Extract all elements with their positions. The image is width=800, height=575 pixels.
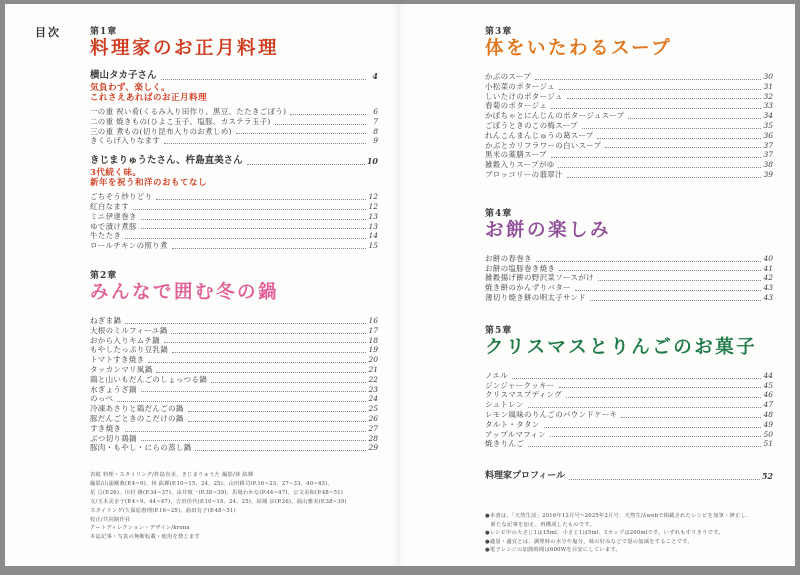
toc-item-page: 27: [368, 423, 378, 433]
toc-item-title: ジンジャークッキー: [485, 380, 555, 390]
dot-leader: [621, 417, 761, 418]
toc-item-page: 42: [763, 273, 773, 283]
text-line: 文/玉木美企子(P.4~9、44~47)、吉田佳代(P.10~15、24、25)、結城 歩(P.26)、福山雅美(P.38~39): [90, 498, 347, 505]
toc-item: [90, 117, 378, 127]
chapter-5: [485, 325, 773, 449]
toc-item-title: お餅の春巻き: [485, 253, 532, 263]
toc-item: [90, 202, 378, 212]
toc-item-title: ノエル: [485, 370, 509, 380]
subtitle-line: 3代続く味。: [90, 168, 142, 179]
toc-item-title: れんこんまんじゅうの葛スープ: [485, 130, 594, 140]
dot-leader: [551, 157, 761, 158]
toc-item-page: 20: [368, 355, 378, 365]
dot-leader: [275, 124, 366, 125]
dot-leader: [171, 333, 366, 334]
toc-item-title: 牛たたき: [90, 231, 122, 241]
dot-leader: [559, 89, 761, 90]
toc-spread: [5, 4, 795, 566]
chapter-2: [90, 270, 378, 453]
toc-item: [485, 430, 773, 440]
toc-item: [485, 150, 773, 160]
toc-item-page: 15: [368, 241, 378, 251]
chapter-4: [485, 208, 773, 303]
toc-item-page: 45: [763, 380, 773, 390]
dot-leader: [598, 280, 761, 281]
toc-item-title: お餅の塩豚巻き焼き: [485, 263, 556, 273]
toc-item: [90, 336, 378, 346]
section-subtitle: [90, 168, 378, 188]
dot-leader: [188, 411, 366, 412]
toc-item-title: ミニ伊達巻き: [90, 211, 137, 221]
toc-item: [485, 420, 773, 430]
text-line: ●適量・適宜とは、調理時の水分や塩分、味の好みなどで量の加減をすることです。: [485, 538, 693, 545]
subtitle-line: 気負わず、楽しく。: [90, 83, 171, 93]
toc-item: [90, 404, 378, 414]
toc-item-title: ごぼうときのこの梅スープ: [485, 120, 578, 130]
toc-item: [485, 160, 773, 170]
dot-leader: [550, 436, 761, 437]
toc-item-page: 7: [373, 116, 378, 126]
toc-item: [90, 375, 378, 385]
toc-item-page: 46: [763, 390, 773, 400]
toc-item-page: 38: [763, 160, 773, 170]
toc-item: [485, 371, 773, 381]
toc-item: [90, 365, 378, 375]
toc-item-title: きくらげ入りなます: [90, 136, 161, 146]
toc-item-page: 30: [763, 72, 773, 81]
toc-item: [90, 231, 378, 241]
toc-item: [90, 443, 378, 453]
toc-item-page: 26: [368, 413, 378, 423]
toc-item: [90, 394, 378, 404]
toc-item-page: 48: [763, 409, 773, 419]
toc-item-page: 8: [373, 126, 378, 136]
toc-item-page: 13: [368, 211, 378, 221]
toc-item-page: 28: [368, 433, 378, 443]
toc-item-title: ロールチキンの照り煮: [90, 241, 168, 251]
toc-item-page: 35: [763, 120, 773, 130]
toc-item-page: 44: [763, 370, 773, 380]
profile-page: 52: [761, 471, 773, 482]
dot-leader: [117, 401, 366, 402]
toc-item-page: 51: [763, 439, 773, 449]
toc-item-list: [485, 371, 773, 449]
toc-item: [90, 326, 378, 336]
dot-leader: [133, 209, 366, 210]
dot-leader: [141, 219, 366, 220]
dot-leader: [558, 167, 761, 168]
toc-item: [485, 101, 773, 111]
author-section-yokoyama: [90, 70, 378, 146]
toc-item: [485, 264, 773, 274]
dot-leader: [567, 98, 761, 99]
toc-item: [90, 192, 378, 202]
toc-item-list: [90, 107, 378, 146]
toc-item-page: 19: [368, 345, 378, 355]
dot-leader: [559, 270, 761, 271]
toc-item-title: 雑穀揚げ餅の野沢菜ソースがけ: [485, 273, 594, 283]
toc-item: [485, 390, 773, 400]
toc-item-title: 鶏と山いもだんごのしょっつる鍋: [90, 374, 207, 384]
dot-leader: [164, 143, 366, 144]
toc-item: [485, 121, 773, 131]
toc-item-title: 雑穀入りスープがゆ: [485, 160, 555, 170]
toc-item-title: かぶとカリフラワーの白いスープ: [485, 140, 602, 150]
chapter-1-number: 第1章: [90, 27, 118, 37]
dot-leader: [141, 440, 366, 441]
toc-item-page: 13: [368, 221, 378, 231]
toc-item-title: ゆで漬け煮豚: [90, 221, 137, 231]
dot-leader: [125, 323, 366, 324]
toc-item: [485, 131, 773, 141]
toc-item-title: かぼちゃとにんじんのポタージュスープ: [485, 111, 625, 121]
dot-leader: [567, 177, 761, 178]
toc-item-title: 大根のミルフィーユ鍋: [90, 325, 168, 335]
toc-item-title: シュトレン: [485, 400, 524, 410]
chapter-3-title: 体をいたわるスープ: [485, 38, 673, 59]
dot-leader: [569, 479, 760, 480]
dot-leader: [290, 114, 366, 115]
toc-item-page: 43: [763, 292, 773, 302]
text-line: ●本書は、「天然生活」2016年12月号~2025年2月号、天然生活webで掲載されたレシピを加筆・修正し、: [485, 513, 752, 519]
text-line: ●電子レンジの加熱時間は600Wを目安にしています。: [485, 547, 621, 554]
toc-item: [90, 414, 378, 424]
toc-item: [485, 381, 773, 391]
section-heading-row: [90, 70, 378, 82]
toc-item-title: タッカンマリ風鍋: [90, 364, 153, 374]
toc-item-title: もやしたっぷり豆乳鍋: [90, 345, 168, 355]
toc-item-title: 焼きりんご: [485, 439, 524, 449]
toc-item: [90, 127, 378, 137]
dot-leader: [528, 407, 761, 408]
toc-item-title: 冷凍あさりと鶏だんごの鍋: [90, 404, 184, 414]
subtitle-line: 新年を祝う和洋のおもてなし: [90, 178, 208, 189]
toc-item-page: 31: [763, 81, 773, 91]
toc-item-page: 9: [373, 136, 378, 146]
dot-leader: [164, 342, 366, 343]
toc-item-title: 三の重 煮もの(切り昆布入りのお煮しめ): [90, 126, 232, 136]
dot-leader: [156, 372, 366, 373]
right-column: [485, 18, 773, 482]
toc-item-page: 37: [763, 140, 773, 150]
dot-leader: [512, 378, 761, 379]
toc-item-page: 33: [763, 101, 773, 111]
toc-item-title: 豚だんごときのこだけの鍋: [90, 413, 184, 423]
dot-leader: [605, 147, 761, 148]
dot-leader: [544, 427, 761, 428]
text-line: 撮影/山浦剛典(P.4~9)、林 紘輝(P.10~15、24、25)、山田耕司(P.16~23、27~33、40~43)、: [90, 480, 333, 487]
section-heading-row: [90, 155, 378, 167]
toc-item-list: [485, 72, 773, 180]
toc-item-page: 12: [368, 192, 378, 202]
notes-block: [485, 512, 791, 555]
dot-leader: [172, 352, 366, 353]
dot-leader: [535, 79, 761, 80]
toc-item-title: トマトすき焼き: [90, 355, 145, 365]
toc-item: [90, 136, 378, 146]
chapter-3-number: 第3章: [485, 27, 513, 37]
toc-item-page: 43: [763, 283, 773, 293]
toc-item-title: 小松菜のポタージュ: [485, 81, 555, 91]
toc-item-title: かぶのスープ: [485, 72, 532, 81]
toc-item-page: 29: [368, 443, 378, 453]
toc-item-title: 黒米の薬膳スープ: [485, 150, 547, 160]
toc-item-title: しいたけのポタージュ: [485, 91, 563, 101]
toc-item-page: 34: [763, 111, 773, 121]
toc-item-page: 6: [373, 107, 378, 116]
dot-leader: [559, 387, 761, 388]
chapter-2-title: みんなで囲む冬の鍋: [90, 281, 280, 303]
chapter-1-title: 料理家のお正月料理: [90, 38, 280, 59]
toc-item: [485, 111, 773, 121]
toc-item-page: 24: [368, 394, 378, 404]
dot-leader: [582, 128, 761, 129]
toc-item: [485, 170, 773, 180]
chapter-4-title: お餅の楽しみ: [485, 219, 612, 241]
toc-item-page: 21: [368, 364, 378, 374]
toc-item-title: 豚肉・もやし・にらの蒸し鍋: [90, 443, 192, 453]
toc-item-title: 焼き餅のかんずりバター: [485, 283, 571, 293]
section-heading: 横山タカ子さん: [90, 70, 157, 81]
section-heading: きじまりゅうたさん、杵島直美さん: [90, 155, 243, 167]
section-page: 10: [366, 156, 378, 167]
dot-leader: [141, 391, 366, 392]
toc-item-title: ごちそう炒りどり: [90, 192, 153, 202]
toc-item: [485, 283, 773, 293]
toc-item: [90, 107, 378, 117]
dot-leader: [575, 290, 761, 291]
chapter-5-title: クリスマスとりんごのお菓子: [485, 336, 758, 358]
dot-leader: [161, 79, 366, 80]
toc-item: [90, 385, 378, 395]
toc-item-page: 23: [368, 384, 378, 394]
dot-leader: [597, 138, 761, 139]
toc-item-title: 二の重 焼きもの(ひよこ玉子、塩豚、カステラ玉子): [90, 116, 271, 126]
toc-item: [90, 241, 378, 251]
toc-item-page: 22: [368, 374, 378, 384]
toc-item-page: 50: [763, 429, 773, 439]
toc-item-list: [90, 316, 378, 453]
dot-leader: [628, 118, 761, 119]
toc-item-title: 一の重 祝い肴(くるみ入り田作り、黒豆、たたきごぼう): [90, 107, 287, 116]
toc-item-page: 37: [763, 150, 773, 160]
toc-item-title: おから入りキムチ鍋: [90, 335, 160, 345]
dot-leader: [536, 261, 761, 262]
text-line: 表紙 料理・スタイリング/杵島直美、きじまりゅうた 撮影/林 紘輝: [90, 472, 254, 478]
toc-item: [485, 141, 773, 151]
toc-item: [485, 293, 773, 303]
toc-item-page: 12: [368, 201, 378, 211]
toc-item-title: ねぎま鍋: [90, 315, 122, 325]
chapter-5-number: 第5章: [485, 325, 513, 336]
credits-block: [90, 471, 406, 542]
left-column: [90, 18, 378, 453]
toc-item-title: ブロッコリーの翡翠汁: [485, 169, 563, 179]
toc-item: [485, 92, 773, 102]
toc-item-list: [485, 254, 773, 303]
toc-item: [90, 212, 378, 222]
toc-item-title: レモン風味のりんごのパウンドケーキ: [485, 409, 618, 419]
dot-leader: [551, 108, 761, 109]
dot-leader: [188, 421, 366, 422]
toc-item-title: 紅白なます: [90, 201, 129, 211]
toc-item: [90, 355, 378, 365]
toc-item-title: 水ぎょうざ鍋: [90, 384, 137, 394]
toc-item-page: 18: [368, 335, 378, 345]
text-line: スタイリング/久保原惠理(P.16~25)、曲田有子(P.48~51): [90, 507, 236, 514]
toc-item: [485, 254, 773, 264]
dot-leader: [566, 397, 761, 398]
profile-title: 料理家プロフィール: [485, 471, 566, 482]
dot-leader: [125, 431, 366, 432]
toc-item-title: 薄切り焼き餅の明太子サンド: [485, 292, 587, 302]
toc-item-page: 39: [763, 169, 773, 179]
dot-leader: [590, 300, 761, 301]
dot-leader: [141, 228, 366, 229]
toc-item: [485, 273, 773, 283]
chapter-3: [485, 26, 773, 180]
dot-leader: [148, 362, 366, 363]
text-line: ●レシピ中の大さじ1は15ml、小さじ1は5ml、1カップは200mlです。いずれもすりきりです。: [485, 530, 724, 537]
dot-leader: [247, 164, 365, 165]
toc-item-title: のっぺ: [90, 394, 114, 404]
dot-leader: [125, 238, 366, 239]
chapter-2-number: 第2章: [90, 270, 118, 281]
toc-item: [90, 345, 378, 355]
author-section-kijima: [90, 155, 378, 251]
toc-item-page: 25: [368, 404, 378, 414]
toc-item: [90, 434, 378, 444]
text-line: 本誌記事・写真の無断転載・使用を禁じます: [90, 534, 200, 541]
toc-item-page: 49: [763, 419, 773, 429]
dot-leader: [195, 450, 366, 451]
section-page: 4: [372, 71, 378, 81]
toc-item-title: ぶつ切り鶏鍋: [90, 433, 137, 443]
text-line: 新たな記事を加え、再構成したものです。: [485, 521, 595, 528]
toc-item-title: タルト・タタン: [485, 419, 540, 429]
dot-leader: [528, 446, 761, 447]
toc-item-page: 41: [763, 263, 773, 273]
toc-item-page: 40: [763, 253, 773, 263]
toc-item: [90, 316, 378, 326]
section-subtitle: [90, 83, 378, 103]
dot-leader: [156, 199, 366, 200]
toc-item-list: [90, 192, 378, 251]
toc-item-page: 36: [763, 130, 773, 140]
text-line: 校正/共同制作社: [90, 516, 131, 523]
toc-item: [485, 439, 773, 449]
toc-item: [485, 72, 773, 82]
chapter-4-number: 第4章: [485, 208, 513, 219]
chapter-1: [90, 26, 378, 251]
dot-leader: [172, 248, 366, 249]
toc-title: 目次: [35, 26, 61, 39]
text-line: 星 亘(P.26)、川村 隆(P.34~37)、由井慎一(P.38~39)、馬場わかな(P.44~47)、公文美和(P.48~51): [90, 489, 344, 496]
toc-item-page: 17: [368, 325, 378, 335]
toc-item-title: クリスマスプディング: [485, 390, 562, 400]
toc-item-page: 16: [368, 315, 378, 325]
subtitle-line: これさえあればのお正月料理: [90, 93, 208, 103]
toc-item: [90, 222, 378, 232]
toc-item: [485, 400, 773, 410]
dot-leader: [211, 382, 366, 383]
toc-item-title: すき焼き: [90, 423, 122, 433]
toc-item-page: 14: [368, 231, 378, 241]
toc-item: [485, 410, 773, 420]
toc-item: [90, 424, 378, 434]
text-line: アートディレクション・デザイン/krona: [90, 525, 190, 532]
profile-row: [485, 470, 773, 482]
toc-item-page: 32: [763, 91, 773, 101]
toc-item-page: 47: [763, 400, 773, 410]
toc-item: [485, 82, 773, 92]
toc-item-title: アップルマフィン: [485, 429, 546, 439]
toc-item-title: 春菊のポタージュ: [485, 101, 548, 111]
dot-leader: [236, 133, 366, 134]
